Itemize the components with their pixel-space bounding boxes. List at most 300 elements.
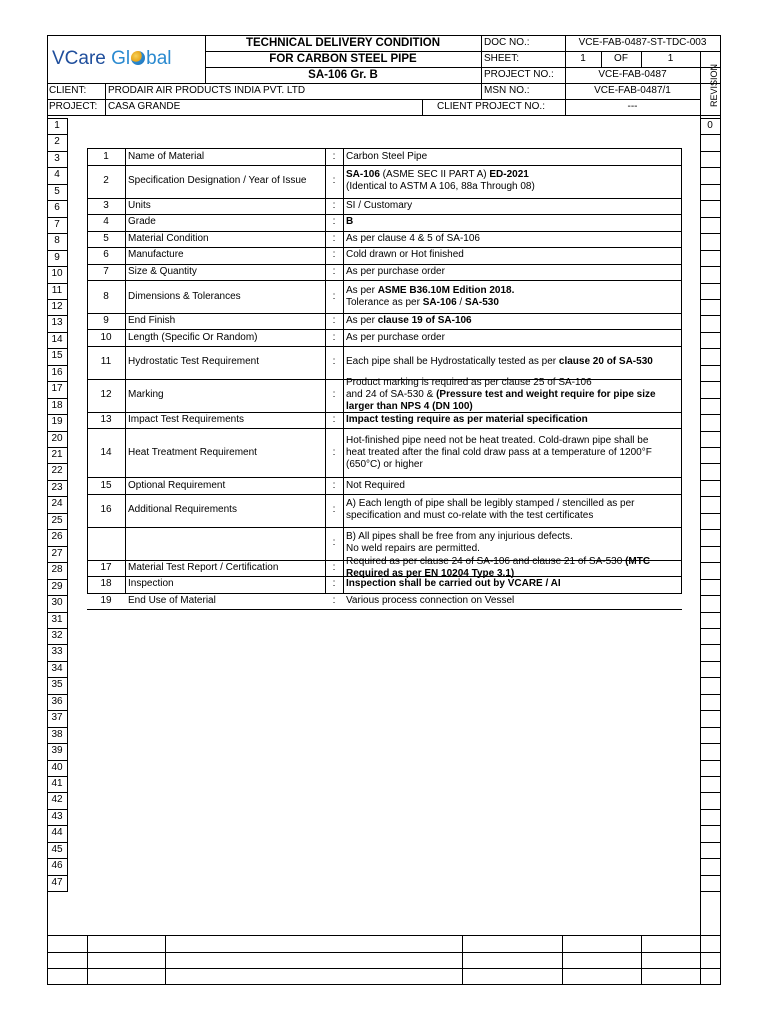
rule — [700, 118, 720, 119]
rule — [700, 151, 720, 152]
item-value-text: Inspection shall be carried out by VCARE / AI — [346, 578, 561, 590]
doc-title-line-1: TECHNICAL DELIVERY CONDITION — [245, 37, 441, 49]
line-number: 23 — [51, 481, 63, 493]
rule — [205, 51, 720, 52]
item-value-line — [346, 531, 573, 543]
line-number: 47 — [51, 876, 63, 888]
line-number: 12 — [51, 300, 63, 312]
item-value-line — [346, 332, 445, 344]
rule — [47, 809, 68, 810]
rule — [47, 414, 68, 415]
line-number: 19 — [51, 416, 63, 428]
colon-separator: : — [332, 150, 336, 162]
item-number: 11 — [100, 356, 112, 368]
sheet-total: 1 — [667, 53, 674, 64]
item-value-text: (ASME SEC II PART A) — [379, 169, 490, 181]
line-number: 41 — [51, 778, 63, 789]
colon-separator: : — [332, 331, 336, 343]
rule — [47, 283, 68, 284]
rule — [700, 842, 720, 843]
rule — [700, 283, 720, 284]
item-number: 8 — [103, 290, 109, 302]
rule — [700, 381, 720, 382]
item-value-text: (MTC — [625, 555, 651, 567]
rule — [700, 710, 720, 711]
item-value-text: SI / Customary — [346, 200, 413, 212]
item-name: Manufacture — [128, 249, 184, 261]
item-value-text: / — [456, 296, 465, 308]
item-value-text: Cold drawn or Hot finished — [346, 249, 464, 261]
line-number: 21 — [51, 449, 63, 460]
rule — [47, 200, 68, 201]
line-number: 8 — [54, 235, 60, 247]
colon-separator: : — [332, 446, 336, 458]
line-number: 39 — [51, 745, 63, 757]
item-value-line — [346, 181, 535, 193]
colon-separator: : — [332, 537, 336, 549]
rule — [700, 167, 720, 168]
rule — [700, 595, 720, 596]
item-value-text: Hot-finished pipe need not be heat treated. Cold-drawn pipe shall be — [346, 434, 649, 446]
item-value-line — [346, 169, 529, 181]
rule — [47, 935, 720, 936]
item-value-text: and 24 of SA-530 & — [346, 389, 437, 401]
rule — [47, 875, 68, 876]
colon-separator: : — [332, 356, 336, 368]
rule — [700, 529, 720, 530]
rule — [700, 612, 720, 613]
rule — [47, 891, 68, 892]
item-name: Impact Test Requirements — [128, 413, 244, 425]
line-number: 4 — [54, 169, 60, 181]
rule — [47, 984, 721, 985]
item-value-line — [346, 498, 635, 510]
rule — [700, 727, 720, 728]
rule — [700, 891, 720, 892]
line-number: 33 — [51, 646, 63, 658]
rule — [700, 825, 720, 826]
rule — [205, 67, 720, 68]
msn-no-value: VCE-FAB-0487/1 — [594, 85, 671, 96]
rule — [47, 776, 68, 777]
rule — [47, 496, 68, 497]
item-value-text: clause 20 of SA-530 — [558, 356, 653, 368]
line-number: 38 — [51, 728, 63, 740]
item-value-line — [346, 389, 656, 401]
item-name: Grade — [128, 216, 156, 228]
rule — [700, 431, 720, 432]
item-value-text: B — [346, 216, 354, 228]
item-value-text: SA-106 — [346, 169, 380, 181]
item-name: Specification Designation / Year of Issue — [128, 175, 307, 187]
rule — [47, 562, 68, 563]
item-name: Inspection — [128, 578, 174, 590]
item-value-text: SA-530 — [464, 296, 499, 308]
item-value-text: clause 19 of SA-106 — [377, 315, 472, 327]
rule — [47, 332, 68, 333]
rule — [700, 299, 720, 300]
line-number: 31 — [51, 613, 63, 625]
rule — [47, 381, 68, 382]
item-number: 3 — [103, 200, 109, 212]
rule — [47, 579, 68, 580]
item-name: Marking — [128, 389, 164, 401]
item-value-line — [346, 578, 561, 590]
rule — [700, 628, 720, 629]
rule — [47, 266, 68, 267]
item-name: Optional Requirement — [128, 479, 226, 491]
item-value-line — [346, 285, 514, 297]
colon-separator: : — [332, 561, 336, 573]
sheet-number: 1 — [580, 53, 586, 64]
item-name: Material Test Report / Certification — [128, 561, 279, 573]
client-project-no-value: --- — [627, 101, 638, 112]
item-value-text: (Pressure test and weight require for pipe size — [436, 389, 656, 401]
rule — [700, 414, 720, 415]
rule — [700, 348, 720, 349]
rule — [47, 250, 68, 251]
item-value-text: Required as per EN 10204 Type 3.1) — [346, 567, 515, 579]
rule — [700, 792, 720, 793]
rule — [700, 694, 720, 695]
item-name: Size & Quantity — [128, 265, 197, 277]
client-value: PRODAIR AIR PRODUCTS INDIA PVT. LTD — [108, 85, 306, 96]
rule — [700, 184, 720, 185]
rule — [47, 134, 68, 135]
item-number: 19 — [100, 594, 112, 606]
item-value-line — [346, 216, 353, 228]
rule — [47, 694, 68, 695]
rule — [700, 776, 720, 777]
line-number: 37 — [51, 712, 63, 724]
line-number: 42 — [51, 794, 63, 806]
rule — [47, 858, 68, 859]
rule — [47, 628, 68, 629]
logo-text-vcare: VCare — [52, 48, 106, 69]
line-number: 17 — [51, 383, 63, 395]
line-number: 22 — [51, 465, 63, 477]
logo-text-bal: bal — [146, 48, 172, 69]
item-value-text: Impact testing require as per material specification — [346, 413, 588, 425]
colon-separator: : — [332, 315, 336, 327]
item-value-line — [346, 377, 592, 389]
rule — [47, 463, 68, 464]
item-value-text: B) All pipes shall be free from any injurious defects. — [346, 531, 573, 543]
rule — [47, 952, 720, 953]
item-value-line — [346, 151, 427, 163]
line-number: 10 — [51, 268, 63, 280]
item-name: Name of Material — [128, 150, 205, 162]
item-value-text: SA-106 — [422, 296, 457, 308]
rule — [47, 365, 68, 366]
rule — [700, 496, 720, 497]
rule — [47, 83, 720, 84]
rule — [700, 463, 720, 464]
msn-no-label: MSN NO.: — [484, 85, 530, 96]
rule — [700, 809, 720, 810]
rule — [47, 677, 68, 678]
line-number: 16 — [51, 366, 63, 378]
rule — [700, 858, 720, 859]
line-number: 15 — [51, 350, 63, 362]
colon-separator: : — [332, 200, 336, 212]
colon-separator: : — [332, 594, 336, 606]
item-name: Units — [128, 200, 151, 212]
line-number: 44 — [51, 827, 63, 839]
rule — [47, 184, 68, 185]
rule — [462, 935, 463, 985]
doc-title-line-3: SA-106 Gr. B — [308, 69, 378, 81]
item-number: 12 — [100, 389, 112, 401]
sheet-of: OF — [614, 53, 628, 64]
colon-separator: : — [332, 479, 336, 491]
rule — [700, 233, 720, 234]
rule — [47, 233, 68, 234]
item-value-line — [346, 435, 648, 447]
item-value-text: larger than NPS 4 (DN 100) — [346, 401, 473, 413]
rule — [47, 546, 68, 547]
rule — [700, 365, 720, 366]
line-number: 6 — [54, 202, 60, 214]
item-name: Hydrostatic Test Requirement — [128, 356, 259, 368]
doc-title-line-2: FOR CARBON STEEL PIPE — [269, 53, 417, 65]
rule — [47, 644, 68, 645]
rule — [700, 760, 720, 761]
item-value-line — [346, 266, 445, 278]
item-value-line — [346, 447, 652, 459]
item-value-text: Not Required — [346, 479, 405, 491]
item-number: 15 — [100, 479, 112, 491]
item-value-line — [346, 356, 653, 368]
rule — [700, 250, 720, 251]
line-number: 28 — [51, 564, 63, 576]
item-value-text: Each pipe shall be Hydrostatically tested as per — [346, 356, 559, 368]
rule — [47, 661, 68, 662]
doc-no-value: VCE-FAB-0487-ST-TDC-003 — [578, 37, 707, 48]
item-value-text: As per — [346, 315, 378, 327]
rule — [422, 99, 423, 116]
rule — [700, 315, 720, 316]
item-name: Length (Specific Or Random) — [128, 331, 258, 343]
item-value-line — [346, 315, 472, 327]
rule — [481, 35, 482, 100]
item-value-line — [346, 200, 412, 212]
rule — [720, 35, 721, 985]
item-value-text: Product marking is required as per clause 25 of SA-106 — [346, 377, 592, 389]
line-number: 25 — [51, 514, 63, 526]
rule — [47, 529, 68, 530]
rule — [700, 562, 720, 563]
item-number: 6 — [103, 249, 109, 261]
item-number: 2 — [103, 175, 109, 187]
item-value-text: No weld repairs are permitted. — [346, 543, 480, 555]
item-value-text: ASME B36.10M Edition 2018. — [377, 284, 515, 296]
rule — [700, 51, 701, 985]
rule — [641, 935, 642, 985]
logo-text-gl: Gl — [111, 48, 131, 69]
line-number: 27 — [51, 547, 63, 559]
rule — [700, 661, 720, 662]
colon-separator: : — [332, 578, 336, 590]
rule — [47, 151, 68, 152]
item-number: 5 — [103, 232, 109, 244]
line-number: 14 — [51, 333, 63, 345]
line-number: 1 — [54, 120, 60, 131]
rule — [700, 217, 720, 218]
colon-separator: : — [332, 232, 336, 244]
client-project-no-label: CLIENT PROJECT NO.: — [437, 101, 545, 112]
item-value-line — [346, 543, 480, 555]
item-name: Additional Requirements — [128, 504, 237, 516]
rule — [47, 842, 68, 843]
item-number: 17 — [100, 561, 112, 573]
rule — [47, 35, 720, 36]
line-number: 43 — [51, 810, 63, 822]
item-value-text: As per purchase order — [346, 331, 445, 343]
line-number: 24 — [51, 498, 63, 510]
item-value-line — [346, 249, 464, 261]
rule — [700, 266, 720, 267]
rule — [47, 99, 700, 100]
item-name: End Use of Material — [128, 594, 216, 606]
item-value-line — [346, 510, 593, 522]
item-value-text: As per purchase order — [346, 265, 445, 277]
rule — [165, 935, 166, 985]
rule — [47, 825, 68, 826]
rule — [700, 447, 720, 448]
item-value-text: specification and must co-relate with the test certificates — [346, 510, 594, 522]
item-value-text: (650°C) or higher — [346, 458, 423, 470]
item-value-line — [346, 233, 480, 245]
line-number: 3 — [54, 152, 60, 164]
rule — [47, 299, 68, 300]
rule — [47, 792, 68, 793]
rule — [700, 677, 720, 678]
item-value-line — [346, 595, 514, 607]
rule — [105, 83, 106, 116]
item-value-text: A) Each length of pipe shall be legibly stamped / stencilled as per — [346, 498, 635, 510]
line-number: 13 — [51, 317, 63, 329]
colon-separator: : — [332, 413, 336, 425]
item-number: 7 — [103, 265, 109, 277]
colon-separator: : — [332, 175, 336, 187]
rule — [47, 480, 68, 481]
item-value-text: Various process connection on Vessel — [346, 594, 515, 606]
line-number: 29 — [51, 580, 63, 592]
rule — [47, 968, 720, 969]
item-value-line — [346, 459, 423, 471]
item-value-text: Required as per clause 24 of SA-106 and clause 21 of SA-530 — [346, 555, 626, 567]
line-number: 36 — [51, 695, 63, 707]
item-value-line — [346, 297, 499, 309]
item-value-line — [346, 556, 650, 568]
item-value-text: As per — [346, 284, 378, 296]
item-name: End Finish — [128, 315, 176, 327]
rule — [700, 332, 720, 333]
line-number: 2 — [54, 136, 60, 148]
item-number: 13 — [100, 413, 112, 425]
item-number: 18 — [100, 578, 112, 590]
line-number: 11 — [51, 284, 63, 296]
project-no-value: VCE-FAB-0487 — [598, 69, 667, 80]
line-number: 46 — [51, 860, 63, 872]
item-number: 1 — [103, 150, 109, 162]
rule — [47, 710, 68, 711]
rule — [47, 760, 68, 761]
item-number: 16 — [100, 504, 112, 516]
spec-row — [87, 214, 681, 230]
colon-separator: : — [332, 290, 336, 302]
colon-separator: : — [332, 249, 336, 261]
line-number: 30 — [51, 597, 63, 609]
colon-separator: : — [332, 504, 336, 516]
item-number: 10 — [100, 331, 112, 343]
rule — [47, 727, 68, 728]
item-value-line — [346, 414, 588, 426]
rule — [700, 546, 720, 547]
line-number: 40 — [51, 761, 63, 773]
item-name: Heat Treatment Requirement — [128, 446, 257, 458]
rule — [47, 115, 720, 116]
rule — [47, 315, 68, 316]
rule — [700, 480, 720, 481]
line-number: 5 — [54, 185, 60, 197]
rule — [87, 609, 682, 610]
line-number: 45 — [51, 843, 63, 855]
revision-label: REVISION — [709, 63, 719, 107]
line-number: 26 — [51, 531, 63, 543]
project-value: CASA GRANDE — [108, 101, 181, 112]
item-value-line — [346, 480, 405, 492]
rule — [700, 644, 720, 645]
colon-separator: : — [332, 389, 336, 401]
colon-separator: : — [332, 216, 336, 228]
item-value-text: ED-2021 — [489, 169, 529, 181]
doc-no-label: DOC NO.: — [484, 37, 530, 48]
line-number: 35 — [51, 679, 63, 691]
rule — [47, 398, 68, 399]
item-value-text: Carbon Steel Pipe — [346, 150, 428, 162]
rule — [700, 398, 720, 399]
rule — [47, 513, 68, 514]
rule — [47, 743, 68, 744]
rule — [47, 431, 68, 432]
rule — [47, 348, 68, 349]
rule — [700, 513, 720, 514]
rule — [700, 134, 720, 135]
company-logo — [52, 48, 172, 70]
line-number: 7 — [54, 218, 60, 230]
rule — [47, 612, 68, 613]
rule — [47, 118, 68, 119]
line-number: 18 — [51, 399, 63, 411]
item-number: 14 — [100, 446, 112, 458]
item-value-text: (Identical to ASTM A 106, 88a Through 08) — [346, 181, 535, 193]
item-number: 9 — [103, 315, 109, 327]
line-number: 34 — [51, 662, 63, 674]
rule — [700, 875, 720, 876]
client-label: CLIENT: — [49, 85, 87, 96]
line-number: 32 — [51, 629, 63, 641]
colon-separator: : — [332, 265, 336, 277]
globe-icon — [131, 51, 145, 65]
item-number: 4 — [103, 216, 109, 228]
item-value-text: heat treated after the final cold draw pass at a temperature of 1200°F — [346, 446, 652, 458]
rule — [47, 167, 68, 168]
rule — [700, 200, 720, 201]
line-number: 20 — [51, 432, 63, 444]
item-value-text: As per clause 4 & 5 of SA-106 — [346, 232, 480, 244]
